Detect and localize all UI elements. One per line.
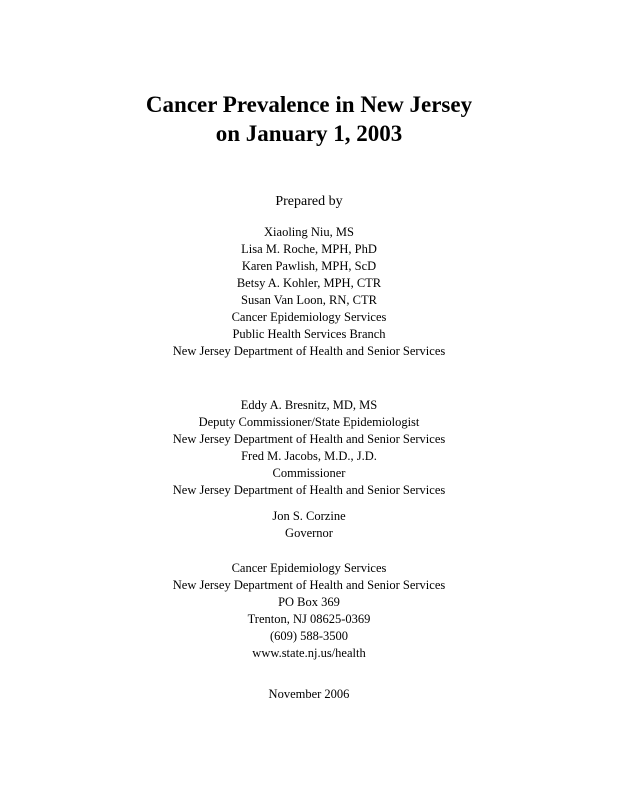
contact-website: www.state.nj.us/health — [252, 646, 366, 660]
official-name: Fred M. Jacobs, M.D., J.D. — [241, 449, 377, 463]
organization-block — [0, 309, 618, 360]
official-title: Deputy Commissioner/State Epidemiologist — [198, 415, 420, 429]
author-name: Susan Van Loon, RN, CTR — [241, 293, 377, 307]
official-name: Jon S. Corzine — [272, 509, 346, 523]
official-department: New Jersey Department of Health and Senior Services — [172, 483, 446, 497]
official-title: Commissioner — [272, 466, 346, 480]
author-name: Karen Pawlish, MPH, ScD — [241, 259, 377, 273]
organization-line: New Jersey Department of Health and Senior Services — [172, 344, 446, 358]
official-title: Governor — [285, 526, 333, 540]
organization-line: Cancer Epidemiology Services — [231, 310, 387, 324]
organization-line: Public Health Services Branch — [232, 327, 386, 341]
author-list — [0, 224, 618, 309]
official-name: Eddy A. Bresnitz, MD, MS — [240, 398, 378, 412]
official-block-commissioner — [0, 448, 618, 499]
contact-block — [0, 560, 618, 662]
contact-phone: (609) 588-3500 — [269, 629, 349, 643]
report-title-line-1: Cancer Prevalence in New Jersey — [145, 92, 473, 117]
author-name: Xiaoling Niu, MS — [264, 225, 354, 239]
author-name: Lisa M. Roche, MPH, PhD — [241, 242, 377, 256]
author-name: Betsy A. Kohler, MPH, CTR — [236, 276, 382, 290]
official-department: New Jersey Department of Health and Senior Services — [172, 432, 446, 446]
contact-organization: Cancer Epidemiology Services — [231, 561, 387, 575]
contact-department: New Jersey Department of Health and Senior Services — [172, 578, 446, 592]
contact-city-zip: Trenton, NJ 08625-0369 — [247, 612, 371, 626]
publication-date: November 2006 — [268, 687, 350, 701]
report-title-line-2: on January 1, 2003 — [215, 121, 403, 146]
contact-po-box: PO Box 369 — [278, 595, 340, 609]
official-block-deputy-commissioner — [0, 397, 618, 448]
prepared-by-label: Prepared by — [275, 194, 343, 209]
official-block-governor — [0, 508, 618, 542]
